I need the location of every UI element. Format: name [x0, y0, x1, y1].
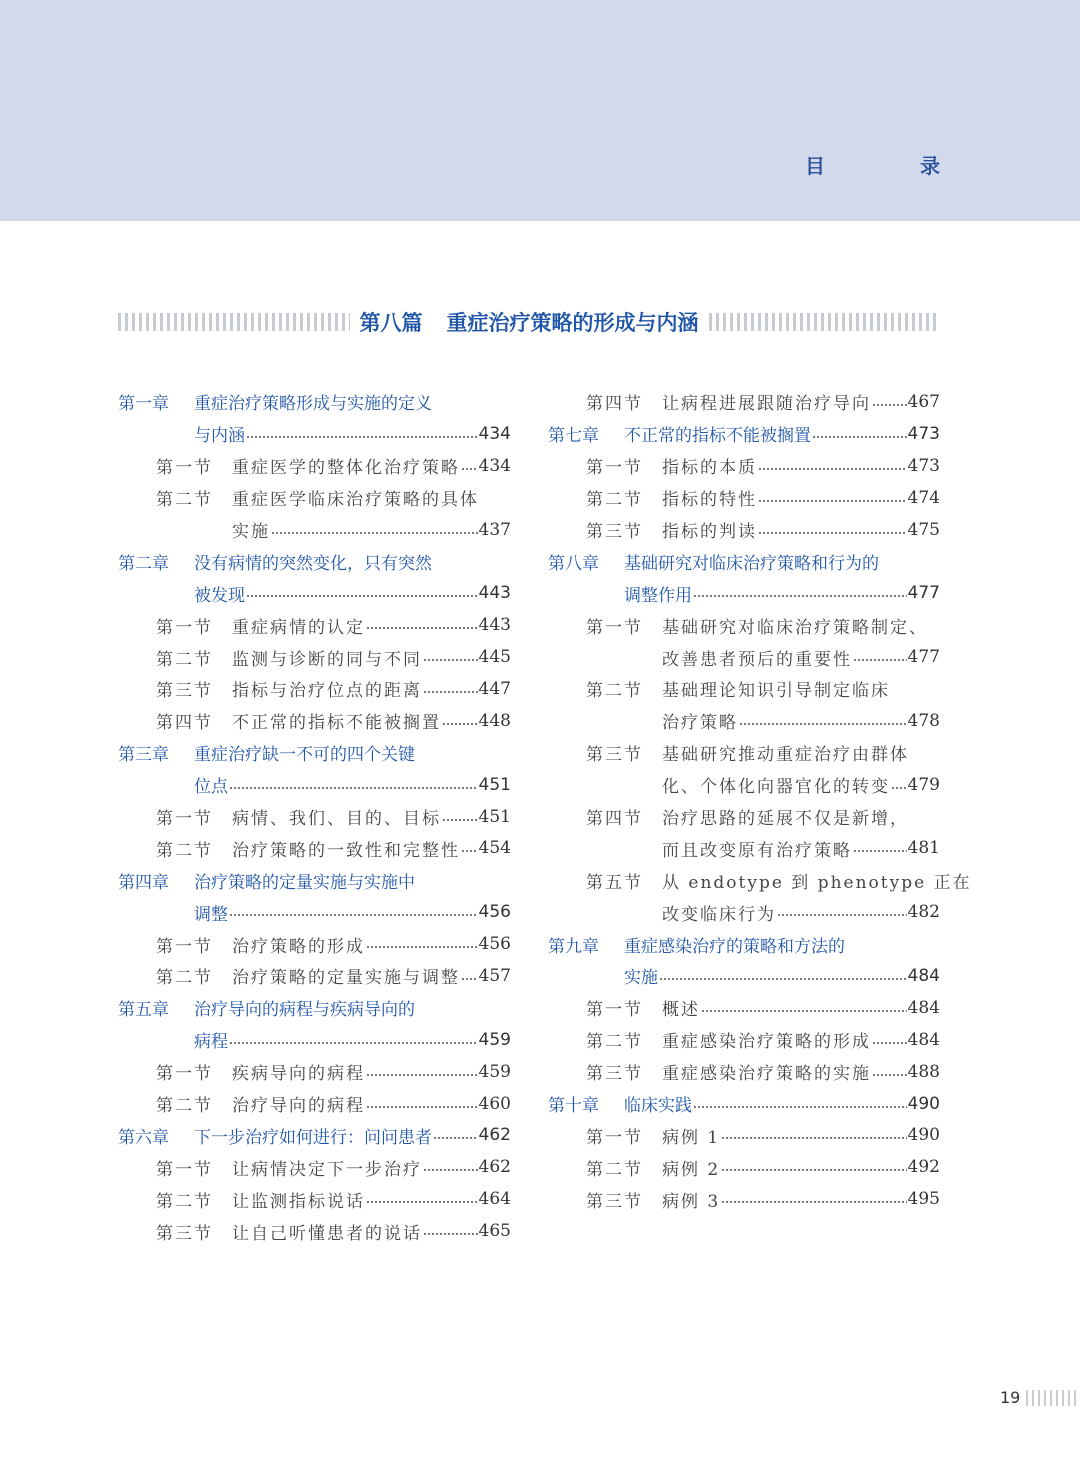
page-ref: 477 [907, 583, 940, 604]
toc-chapter-line[interactable] [548, 577, 940, 609]
section-label: 第三节 [586, 1064, 643, 1085]
section-title: 指标与治疗位点的距离 [232, 681, 422, 702]
page-ref: 454 [478, 838, 511, 859]
toc-section-line[interactable] [548, 1183, 940, 1215]
toc-section-line[interactable] [548, 482, 940, 514]
toc-right-column [548, 386, 972, 1215]
page-ref: 477 [907, 647, 940, 668]
toc-section-line[interactable] [118, 832, 511, 864]
page-ref: 434 [478, 423, 511, 444]
section-label: 第三节 [586, 1191, 643, 1212]
page-ref: 448 [478, 710, 511, 731]
leader-dots [721, 1201, 906, 1203]
page-ref: 451 [478, 774, 511, 795]
section-title: 而且改变原有治疗策略 [662, 840, 852, 861]
section-title: 改变临床行为 [662, 904, 776, 925]
toc-section-line[interactable] [118, 673, 511, 705]
leader-dots [758, 500, 907, 502]
section-label: 第一节 [156, 809, 213, 830]
leader-dots [271, 532, 478, 534]
leader-dots [461, 978, 478, 980]
page-ref: 456 [478, 902, 511, 923]
toc-section-line[interactable] [118, 1183, 511, 1215]
page-ref: 445 [478, 647, 511, 668]
page-ref: 490 [907, 1125, 940, 1146]
section-title: 让监测指标说话 [232, 1191, 365, 1212]
page-ref: 495 [907, 1189, 940, 1210]
toc-section-line[interactable] [118, 801, 511, 833]
toc-section-line[interactable] [118, 514, 511, 546]
toc-section-line[interactable] [548, 992, 940, 1024]
section-label: 第一节 [156, 458, 213, 479]
section-title: 让自己听懂患者的说话 [232, 1223, 422, 1244]
leader-dots [853, 850, 907, 852]
leader-dots [246, 436, 478, 438]
section-title: 指标的特性 [662, 490, 757, 511]
page-ref: 460 [478, 1093, 511, 1114]
page-ref: 474 [907, 487, 940, 508]
toc-section-line[interactable] [118, 450, 511, 482]
decorative-stripes-left [118, 313, 350, 331]
section-label: 第四节 [586, 394, 643, 415]
section-label: 第二节 [156, 1191, 213, 1212]
section-title: 重症病情的认定 [232, 617, 365, 638]
toc-section-line[interactable] [548, 514, 940, 546]
section-title: 重症感染治疗策略的形成 [662, 1032, 871, 1053]
leader-dots [229, 1042, 478, 1044]
page-ref: 443 [478, 583, 511, 604]
toc-section-line[interactable] [548, 801, 940, 833]
chapter-title: 基础研究对临床治疗策略和行为的 [624, 553, 879, 574]
page-ref: 462 [478, 1157, 511, 1178]
section-title: 指标的本质 [662, 458, 757, 479]
leader-dots [872, 1074, 907, 1076]
section-title: 治疗策略的定量实施与调整 [232, 968, 460, 989]
leader-dots [366, 946, 478, 948]
toc-section-line[interactable] [548, 1024, 940, 1056]
toc-chapter-line[interactable] [548, 545, 940, 577]
section-label: 第二节 [586, 681, 643, 702]
leader-dots [366, 1074, 478, 1076]
page-ref: 459 [478, 1061, 511, 1082]
part-name: 重症治疗策略的形成与内涵 [446, 311, 699, 335]
leader-dots [721, 1137, 906, 1139]
chapter-title: 治疗导向的病程与疾病导向的 [194, 1000, 415, 1021]
section-label: 第一节 [586, 458, 643, 479]
toc-section-line[interactable] [548, 737, 940, 769]
chapter-title: 位点 [194, 777, 228, 798]
section-label: 第三节 [156, 1223, 213, 1244]
chapter-label: 第三章 [118, 745, 169, 766]
section-title: 治疗策略 [662, 713, 738, 734]
chapter-title: 与内涵 [194, 426, 245, 447]
toc-chapter-line[interactable] [118, 418, 511, 450]
toc-section-line[interactable] [118, 1056, 511, 1088]
page-ref: 434 [478, 455, 511, 476]
chapter-title: 调整作用 [624, 585, 692, 606]
page-ref: 464 [478, 1189, 511, 1210]
chapter-title: 临床实践 [624, 1096, 692, 1117]
leader-dots [739, 723, 907, 725]
toc-section-line[interactable] [118, 705, 511, 737]
section-label: 第二节 [586, 490, 643, 511]
decorative-stripes-right [709, 313, 941, 331]
chapter-title: 病程 [194, 1032, 228, 1053]
toc-chapter-line[interactable] [548, 418, 940, 450]
toc-section-line[interactable] [548, 1151, 940, 1183]
toc-section-line[interactable] [548, 386, 940, 418]
toc-chapter-line[interactable] [118, 577, 511, 609]
toc-chapter-line[interactable] [118, 545, 511, 577]
section-title: 概述 [662, 1000, 700, 1021]
toc-section-line[interactable] [548, 450, 940, 482]
toc-section-line[interactable] [548, 1056, 940, 1088]
toc-section-line[interactable] [548, 609, 940, 641]
page-ref: 473 [907, 455, 940, 476]
section-label: 第二节 [156, 490, 213, 511]
chapter-label: 第七章 [548, 426, 599, 447]
chapter-title: 不正常的指标不能被搁置 [624, 426, 811, 447]
toc-left-column [118, 386, 511, 1247]
toc-section-line[interactable] [118, 1215, 511, 1247]
leader-dots [812, 436, 907, 438]
page-ref: 490 [907, 1093, 940, 1114]
leader-dots [461, 850, 478, 852]
page-ref: 457 [478, 965, 511, 986]
part-title [350, 307, 709, 337]
section-title: 治疗策略的形成 [232, 936, 365, 957]
page-ref: 488 [907, 1061, 940, 1082]
toc-section-line[interactable] [548, 896, 940, 928]
section-title: 指标的判读 [662, 522, 757, 542]
page-ref: 478 [907, 710, 940, 731]
leader-dots [229, 914, 478, 916]
page-ref: 437 [478, 519, 511, 540]
chapter-title: 重症治疗策略形成与实施的定义 [194, 394, 432, 415]
chapter-title: 重症治疗缺一不可的四个关键 [194, 745, 415, 766]
section-title: 重症医学临床治疗策略的具体 [232, 490, 479, 511]
chapter-title: 治疗策略的定量实施与实施中 [194, 872, 415, 893]
toc-section-line[interactable] [548, 1119, 940, 1151]
page-ref: 451 [478, 806, 511, 827]
leader-dots [442, 819, 478, 821]
section-title: 从 endotype 到 phenotype 正在 [662, 872, 972, 893]
section-label: 第三节 [586, 522, 643, 542]
section-title: 病情、我们、目的、目标 [232, 809, 441, 830]
chapter-title: 下一步治疗如何进行：问问患者 [194, 1127, 432, 1148]
section-label: 第三节 [586, 745, 643, 766]
section-label: 第五节 [586, 872, 643, 893]
toc-chapter-line[interactable] [548, 1088, 940, 1120]
leader-dots [433, 1137, 478, 1139]
page-ref: 443 [478, 615, 511, 636]
toc-chapter-line[interactable] [118, 992, 511, 1024]
leader-dots [853, 659, 907, 661]
chapter-title: 被发现 [194, 585, 245, 606]
chapter-title: 调整 [194, 904, 228, 925]
leader-dots [721, 1169, 906, 1171]
page-ref: 475 [907, 519, 940, 540]
page-ref: 481 [907, 838, 940, 859]
toc-chapter-line[interactable] [118, 386, 511, 418]
leader-dots [758, 532, 907, 534]
toc-chapter-line[interactable] [118, 737, 511, 769]
section-label: 第一节 [586, 1000, 643, 1021]
page-ref: 484 [907, 965, 940, 986]
section-title: 治疗思路的延展不仅是新增， [662, 809, 909, 830]
section-title: 基础研究推动重症治疗由群体 [662, 745, 909, 766]
section-title: 让病情决定下一步治疗 [232, 1159, 422, 1180]
chapter-label: 第五章 [118, 1000, 169, 1021]
page-ref: 484 [907, 997, 940, 1018]
chapter-label: 第九章 [548, 936, 599, 957]
leader-dots [758, 468, 907, 470]
chapter-label: 第十章 [548, 1096, 599, 1117]
section-title: 重症感染治疗策略的实施 [662, 1064, 871, 1085]
section-label: 第三节 [156, 681, 213, 702]
toc-section-line[interactable] [118, 1088, 511, 1120]
decorative-stripes-footer [1026, 1390, 1080, 1406]
toc-chapter-line[interactable] [118, 1024, 511, 1056]
page-ref: 482 [907, 902, 940, 923]
leader-dots [229, 787, 478, 789]
chapter-label: 第四章 [118, 872, 169, 893]
leader-dots [891, 787, 907, 789]
toc-chapter-line[interactable] [548, 960, 940, 992]
section-label: 第四节 [156, 713, 213, 734]
leader-dots [366, 1106, 478, 1108]
leader-dots [366, 627, 478, 629]
section-label: 第四节 [586, 809, 643, 830]
leader-dots [461, 468, 478, 470]
section-label: 第一节 [156, 936, 213, 957]
page-ref: 467 [907, 391, 940, 412]
leader-dots [693, 1106, 907, 1108]
chapter-label: 第六章 [118, 1127, 169, 1148]
chapter-label: 第八章 [548, 553, 599, 574]
toc-chapter-line[interactable] [118, 864, 511, 896]
section-label: 第一节 [586, 1127, 643, 1148]
part-heading [118, 305, 940, 339]
toc-chapter-line[interactable] [118, 1119, 511, 1151]
section-title: 实施 [232, 522, 270, 542]
toc-section-line[interactable] [548, 673, 940, 705]
chapter-label: 第二章 [118, 553, 169, 574]
toc-section-line[interactable] [548, 864, 972, 896]
page-ref: 459 [478, 1029, 511, 1050]
page-ref: 473 [907, 423, 940, 444]
toc-section-line[interactable] [118, 1151, 511, 1183]
chapter-title: 实施 [624, 968, 658, 989]
page-number [1000, 1388, 1080, 1407]
section-title: 让病程进展跟随治疗导向 [662, 394, 871, 415]
section-title: 重症医学的整体化治疗策略 [232, 458, 460, 479]
section-label: 第一节 [156, 617, 213, 638]
section-title: 基础理论知识引导制定临床 [662, 681, 890, 702]
section-label: 第二节 [156, 968, 213, 989]
section-title: 监测与诊断的同与不同 [232, 649, 422, 670]
leader-dots [423, 659, 478, 661]
section-title: 改善患者预后的重要性 [662, 649, 852, 670]
toc-section-line[interactable] [118, 641, 511, 673]
leader-dots [366, 1201, 478, 1203]
section-label: 第二节 [586, 1032, 643, 1053]
chapter-label: 第一章 [118, 394, 169, 415]
leader-dots [246, 595, 478, 597]
toc-section-line[interactable] [548, 705, 940, 737]
leader-dots [693, 595, 907, 597]
leader-dots [442, 723, 478, 725]
leader-dots [701, 1010, 907, 1012]
toc-section-line[interactable] [548, 641, 940, 673]
leader-dots [659, 978, 907, 980]
contents-title: 目 录 [805, 154, 984, 178]
toc-chapter-line[interactable] [548, 928, 940, 960]
leader-dots [423, 1169, 478, 1171]
leader-dots [872, 1042, 907, 1044]
section-label: 第一节 [586, 617, 643, 638]
section-title: 病例 1 [662, 1127, 721, 1148]
toc-section-line[interactable] [118, 928, 511, 960]
page-ref: 456 [478, 934, 511, 955]
toc-section-line[interactable] [548, 832, 940, 864]
chapter-title: 重症感染治疗的策略和方法的 [624, 936, 845, 957]
section-label: 第一节 [156, 1064, 213, 1085]
section-label: 第二节 [156, 840, 213, 861]
page-ref: 484 [907, 1029, 940, 1050]
page-ref: 462 [478, 1125, 511, 1146]
section-title: 治疗导向的病程 [232, 1096, 365, 1117]
section-title: 治疗策略的一致性和完整性 [232, 840, 460, 861]
leader-dots [423, 691, 478, 693]
section-title: 不正常的指标不能被搁置 [232, 713, 441, 734]
leader-dots [777, 914, 907, 916]
leader-dots [872, 404, 907, 406]
toc-chapter-line[interactable] [118, 896, 511, 928]
header-band [0, 0, 1080, 221]
toc-section-line[interactable] [118, 482, 511, 514]
toc-section-line[interactable] [118, 609, 511, 641]
page-number-text: 19 [1000, 1388, 1021, 1407]
section-label: 第二节 [156, 649, 213, 670]
toc-chapter-line[interactable] [118, 769, 511, 801]
page-ref: 492 [907, 1157, 940, 1178]
section-title: 基础研究对临床治疗策略制定、 [662, 617, 928, 638]
part-label: 第八篇 [359, 311, 423, 335]
page-ref: 479 [907, 774, 940, 795]
section-label: 第一节 [156, 1159, 213, 1180]
section-title: 病例 3 [662, 1191, 721, 1212]
toc-section-line[interactable] [548, 769, 940, 801]
section-label: 第二节 [586, 1159, 643, 1180]
page-ref: 465 [478, 1221, 511, 1242]
section-title: 疾病导向的病程 [232, 1064, 365, 1085]
toc-section-line[interactable] [118, 960, 511, 992]
page-ref: 447 [478, 678, 511, 699]
section-title: 病例 2 [662, 1159, 721, 1180]
leader-dots [423, 1233, 478, 1235]
section-title: 化、个体化向器官化的转变 [662, 777, 890, 798]
section-label: 第二节 [156, 1096, 213, 1117]
chapter-title: 没有病情的突然变化，只有突然 [194, 553, 432, 574]
